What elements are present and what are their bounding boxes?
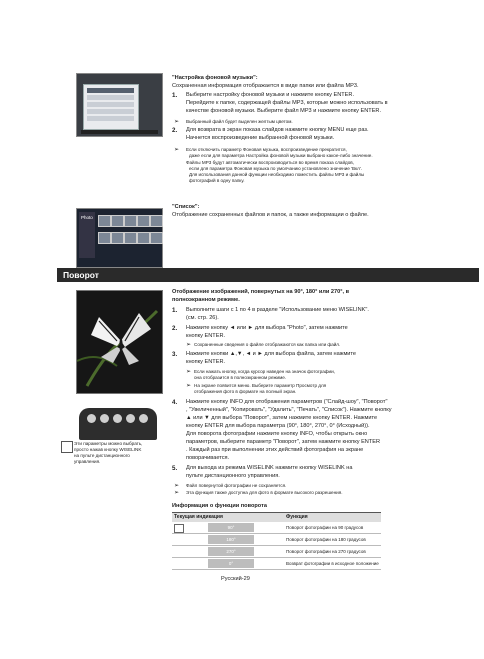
bgm-step1-l3: качестве фоновой музыки. Выберите файл MP3 и нажмите кнопку ENTER. xyxy=(186,108,382,114)
note-arrow-icon: ➢ xyxy=(174,119,180,125)
bgm-step1-l2: Перейдите к папке, содержащей файлы MP3, которые можно использовать в xyxy=(186,100,388,106)
rotate-step1-num: 1. xyxy=(172,307,178,314)
note-arrow-icon: ➢ xyxy=(186,342,192,348)
bgm-step1-num: 1. xyxy=(172,92,178,99)
rotate-note-a: Файл повернутой фотографии не сохраняется. xyxy=(186,483,287,488)
bgm-bullet-5: Для использования данной функции необходимо поместить файлы MP3 и файлы xyxy=(189,172,365,177)
screenshot-footer-bar xyxy=(81,130,158,134)
table-row xyxy=(172,522,381,534)
rotate-step4-l5: Для поворота фотографии нажмите кнопку INFO, чтобы открыть окно xyxy=(186,431,368,437)
rotate-step1-l1: Выполните шаги с 1 по 4 в разделе "Использование меню WISELINK". xyxy=(186,307,369,313)
table-row xyxy=(172,546,381,558)
table-function: Поворот фотографии на 180 градусов xyxy=(286,537,366,542)
rotate-step3-note2b: отображения фото в формате на полный экран. xyxy=(194,389,297,394)
table-indicator: 270° xyxy=(208,547,254,556)
bgm-bullet-1: Если отключить параметр Фоновая музыка, воспроизведение прекратится, xyxy=(186,147,347,152)
note-arrow-icon: ➢ xyxy=(186,369,192,375)
rotate-step2-l2: кнопку ENTER. xyxy=(186,333,226,339)
background-music-screenshot xyxy=(76,73,163,137)
rotate-step4-l1: Нажмите кнопку INFO для отображения параметров ("Слайд-шоу", "Поворот" xyxy=(186,399,388,405)
section-header-bar xyxy=(57,268,479,282)
rotate-title-2: полноэкранном режиме. xyxy=(172,297,240,303)
rotate-step4-l4: кнопку ENTER для выбора параметра (90°, 180°, 270°, 0° (Исходный)). xyxy=(186,423,370,429)
rotate-step5-num: 5. xyxy=(172,465,178,472)
table-header xyxy=(172,513,381,522)
bgm-step1-l1: Выберите настройку фоновой музыки и нажмите кнопку ENTER. xyxy=(186,92,355,98)
rotate-step5-l2: пульте дистанционного управления. xyxy=(186,473,280,479)
page-footer: Русский-29 xyxy=(221,576,250,582)
rotate-title-1: Отображение изображений, повернутых на 90°, 180° или 270°, в xyxy=(172,289,350,295)
table-col-indicator: Текущая индикация xyxy=(174,514,223,520)
rotate-step3-l2: кнопку ENTER. xyxy=(186,359,226,365)
bgm-title: "Настройка фоновой музыки": xyxy=(172,75,258,81)
section-title-rotate: Поворот xyxy=(63,270,99,280)
rotate-step5-l1: Для выхода из режима WISELINK нажмите кнопку WISELINK на xyxy=(186,465,353,471)
rotate-step2-l1: Нажмите кнопку ◄ или ► для выбора "Photo", затем нажмите xyxy=(186,325,348,331)
screenshot-sidebar xyxy=(79,212,95,258)
bgm-bullet-3: Файлы MP3 будут автоматически воспроизводиться во время показа слайдов, xyxy=(186,160,354,165)
rotate-step4-l2: , "Увеличенный", "Копировать", "Удалить", "Печать", "Список"). Нажмите кнопку xyxy=(186,407,392,413)
rotate-step4-l3: ▲ или ▼ для выбора "Поворот", затем нажмите кнопку ENTER. Нажмите xyxy=(186,415,378,421)
music-settings-panel xyxy=(83,84,139,130)
bgm-bullet-2: даже если для параметра Настройка фоновой музыки выбрано какое-либо значение. xyxy=(189,153,373,158)
side-note-2: просто нажав кнопку WISELINK xyxy=(74,447,142,452)
note-arrow-icon: ➢ xyxy=(174,490,180,496)
note-arrow-icon: ➢ xyxy=(174,147,180,153)
butterfly-photo xyxy=(76,290,163,394)
table-caption: Информация о функции поворота xyxy=(172,503,267,509)
note-arrow-icon: ➢ xyxy=(186,383,192,389)
table-row xyxy=(172,534,381,546)
table-row xyxy=(172,558,381,570)
table-indicator: 180° xyxy=(208,535,254,544)
rotate-step4-num: 4. xyxy=(172,399,178,406)
side-note-1: Эти параметры можно выбрать, xyxy=(74,441,143,446)
rotate-step4-l7: . Каждый раз при выполнении этих действий фотография на экране xyxy=(186,447,364,453)
note-icon xyxy=(61,441,73,453)
side-note-3: на пульте дистанционного xyxy=(74,453,130,458)
rotate-step2-note: Сохраненные сведения о файле отображаются как папка или файл. xyxy=(194,342,341,347)
rotate-step3-note1a: Если нажать кнопку, когда курсор наведен на значок фотографии, xyxy=(194,369,335,374)
rotate-step2-num: 2. xyxy=(172,325,178,332)
bgm-step2-num: 2. xyxy=(172,127,178,134)
table-function: Поворот фотографии на 90 градусов xyxy=(286,525,364,530)
table-function: Поворот фотографии на 270 градусов xyxy=(286,549,366,554)
list-text: Отображение сохраненных файлов и папок, а также информации о файле. xyxy=(172,212,369,218)
side-note-4: управления. xyxy=(74,459,101,464)
remote-control-image xyxy=(79,408,157,440)
rotate-step4-l6: параметров, выберите параметр "Поворот", затем нажмите кнопку ENTER xyxy=(186,439,381,445)
rotate-step3-note1b: она отобразится в полноэкранном режиме. xyxy=(194,375,287,380)
list-title: "Список": xyxy=(172,204,200,210)
rotate-step4-l8: поворачивается. xyxy=(186,455,230,461)
rotate-step3-note2a: На экране появится меню. Выберите параметр Просмотр для xyxy=(194,383,327,388)
rotate-step1-l2: (см. стр. 26). xyxy=(186,315,219,321)
note-arrow-icon: ➢ xyxy=(174,483,180,489)
bgm-bullet-4: если для параметра Фоновая музыка по умолчанию установлено значение 'Вкл'. xyxy=(189,166,362,171)
table-indicator: 90° xyxy=(208,523,254,532)
screenshot-photo-label: Photo xyxy=(81,215,93,220)
photo-list-screenshot xyxy=(76,208,163,268)
table-function: Возврат фотографии в исходное положение xyxy=(286,561,379,566)
bgm-intro: Сохраненная информация отображается в виде папки или файла MP3. xyxy=(172,83,359,89)
rotate-note-b: Эта функция также доступна для фото в формате высокого разрешения. xyxy=(186,490,343,495)
bgm-bullet-6: фотографий в одну папку. xyxy=(189,178,245,183)
rotate-step3-l1: Нажмите кнопки ▲,▼, ◄ и ► для выбора файла, затем нажмите xyxy=(186,351,357,357)
table-col-function: Функция xyxy=(286,514,308,520)
bgm-note1: Выбранный файл будет выделен желтым цветом. xyxy=(186,119,293,124)
bgm-step2-l1: Для возврата в экран показа слайдов нажмите кнопку MENU еще раз. xyxy=(186,127,369,133)
bgm-step2-l2: Начнется воспроизведение выбранной фоновой музыки. xyxy=(186,135,335,141)
rotate-step3-num: 3. xyxy=(172,351,178,358)
table-indicator: 0° xyxy=(208,559,254,568)
